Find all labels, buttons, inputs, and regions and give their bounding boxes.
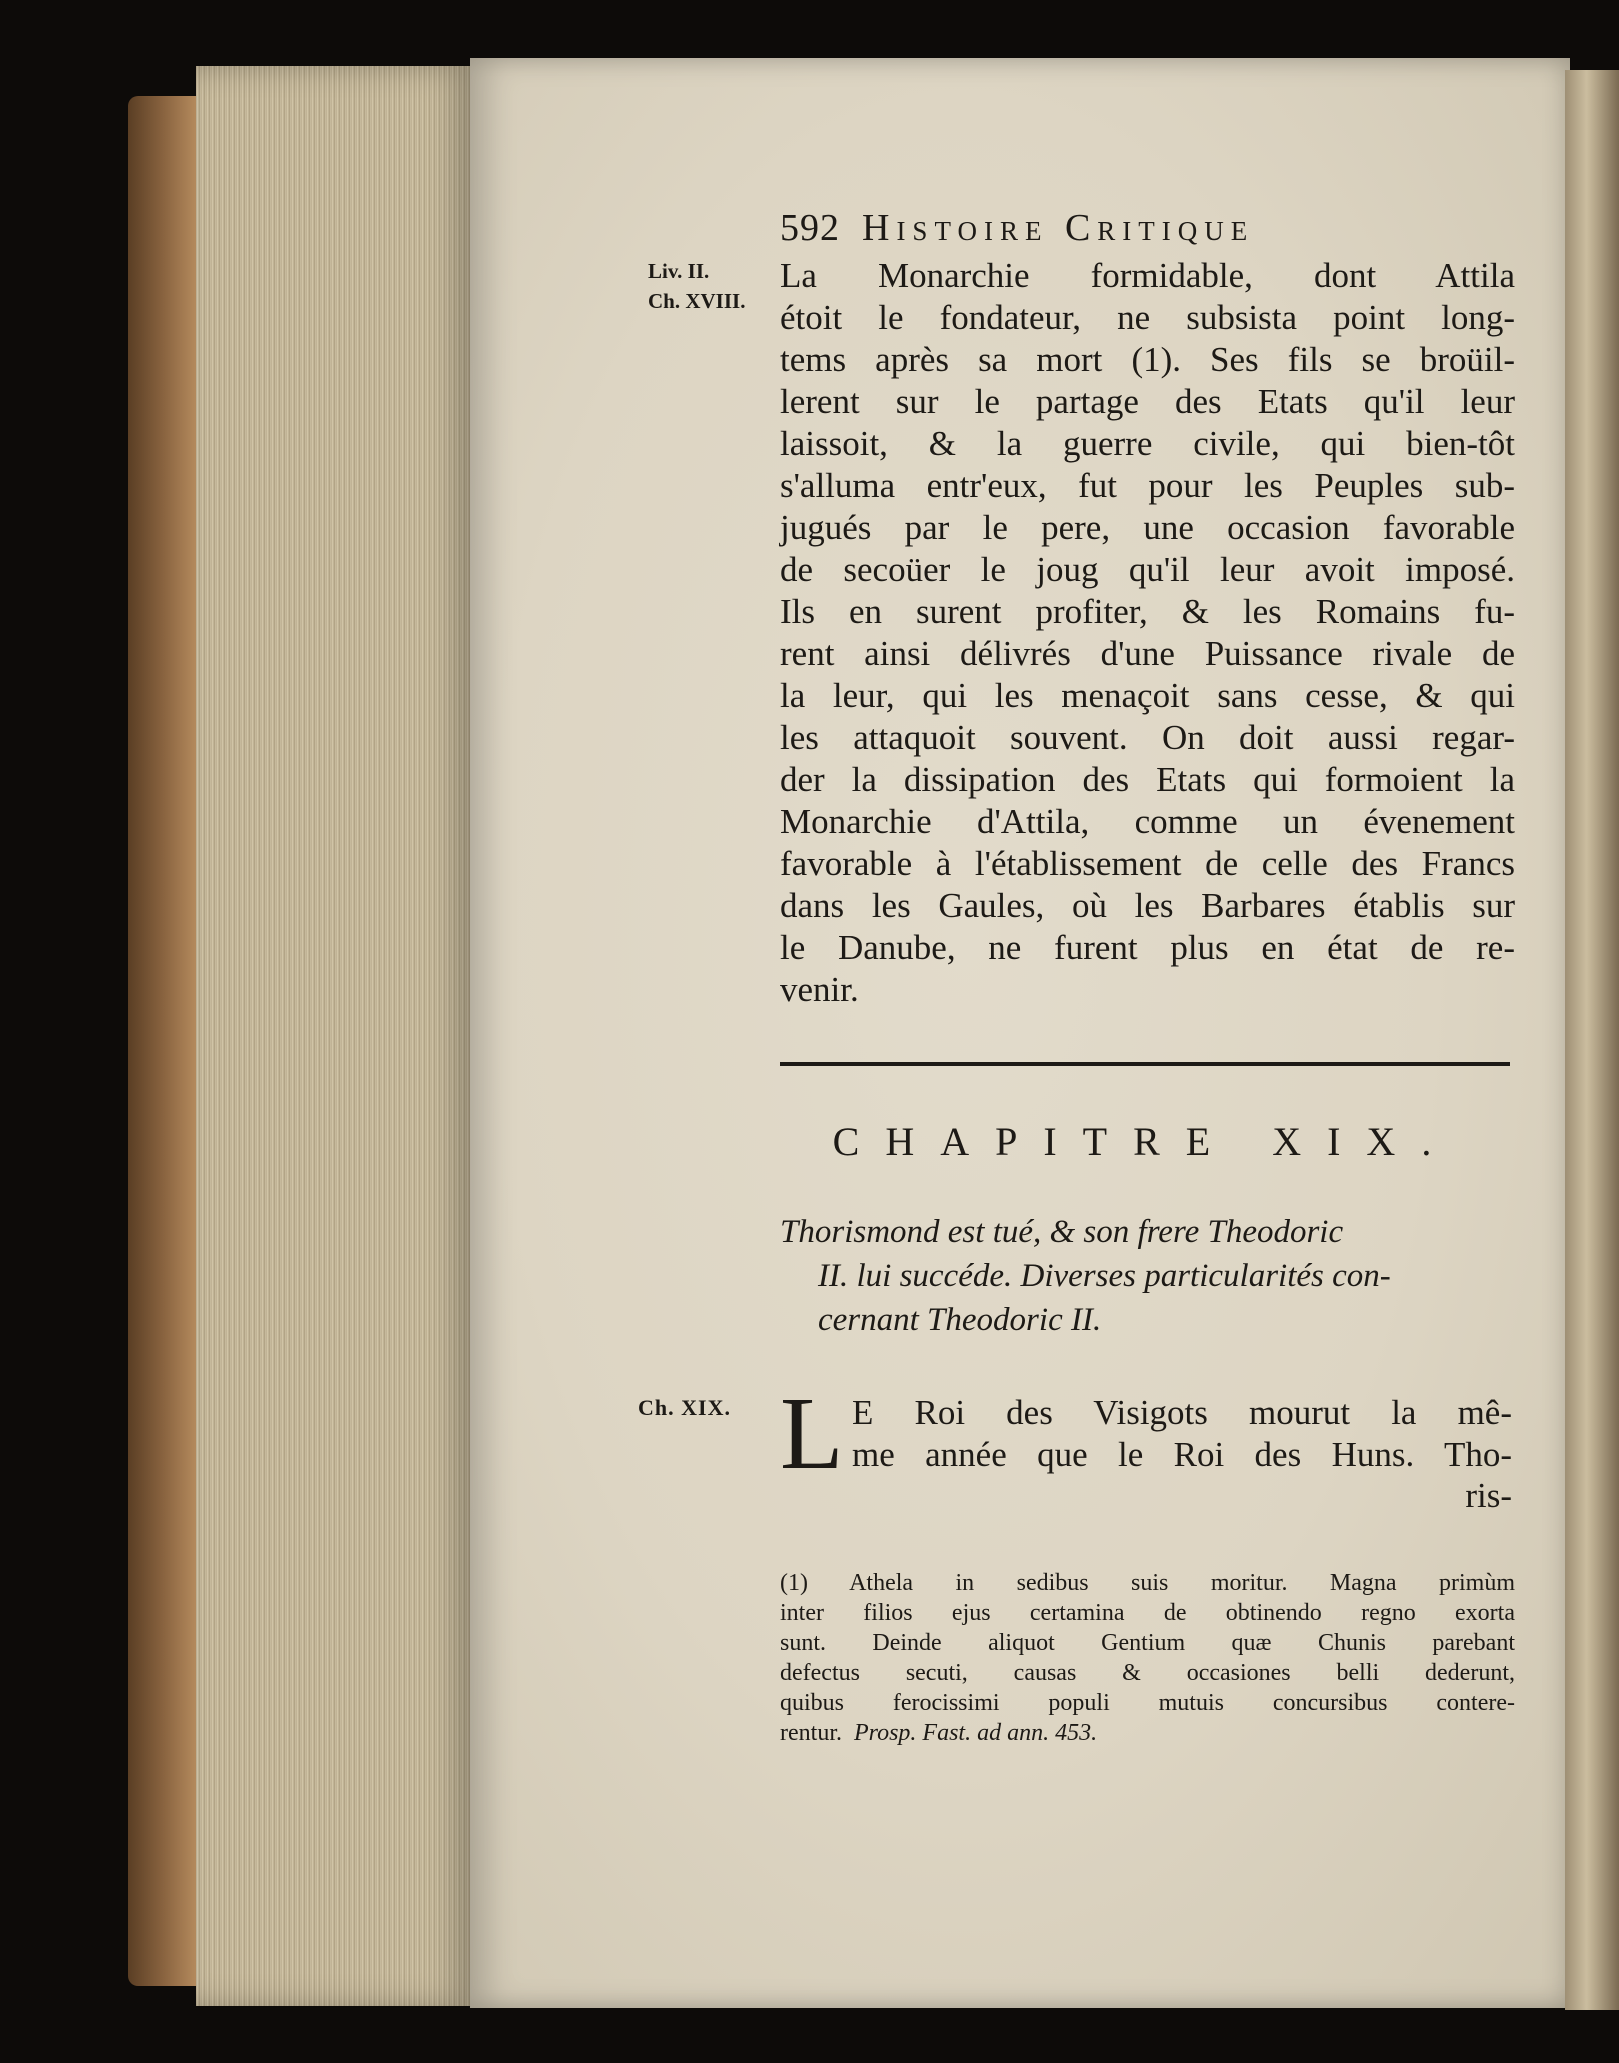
body-line: rent ainsi délivrés d'une Puissance rivale de [780, 634, 1515, 673]
body-line: le Danube, ne furent plus en état de re- [780, 928, 1515, 967]
page-number: 592 [780, 207, 840, 249]
summary-line: cernant Theodoric II. [818, 1302, 1102, 1338]
footnote-line: inter filios ejus certamina de obtinendo regno exorta [780, 1600, 1515, 1626]
body-line: s'alluma entr'eux, fut pour les Peuples sub- [780, 466, 1515, 505]
body-text [780, 255, 1515, 1011]
body-line: La Monarchie formidable, dont Attila [780, 256, 1515, 295]
body-line: jugués par le pere, une occasion favorable [780, 508, 1515, 547]
opening-paragraph [852, 1392, 1512, 1476]
opening-line: me année que le Roi des Huns. Tho- [852, 1435, 1512, 1474]
body-line: Monarchie d'Attila, comme un évenement [780, 802, 1515, 841]
margin-chapter: Ch. XVIII. [648, 289, 746, 313]
body-line: la leur, qui les menaçoit sans cesse, & qui [780, 676, 1515, 715]
footnote-line: (1) Athela in sedibus suis moritur. Magna primùm [780, 1570, 1515, 1596]
body-line: Ils en surent profiter, & les Romains fu- [780, 592, 1515, 631]
body-line: dans les Gaules, où les Barbares établis sur [780, 886, 1515, 925]
chapter-rule [780, 1062, 1510, 1066]
margin-note [648, 256, 788, 316]
running-title: Histoire Critique [862, 207, 1255, 249]
opening-line: E Roi des Visigots mourut la mê- [852, 1393, 1512, 1432]
body-line: favorable à l'établissement de celle des Francs [780, 844, 1515, 883]
footnote-line: rentur. [780, 1720, 842, 1746]
footnote [780, 1568, 1515, 1748]
running-head [780, 206, 1500, 250]
body-line: der la dissipation des Etats qui formoient la [780, 760, 1515, 799]
summary-line: II. lui succéde. Diverses particularités con- [818, 1258, 1391, 1294]
footnote-last-line [780, 1718, 1515, 1748]
facing-page-edge [1565, 70, 1619, 2010]
body-line: venir. [780, 970, 859, 1009]
footnote-citation: Prosp. Fast. ad ann. 453. [853, 1720, 1098, 1746]
drop-cap: L [780, 1376, 844, 1491]
footnote-line: quibus ferocissimi populi mutuis concursibus contere- [780, 1690, 1515, 1716]
body-line: étoit le fondateur, ne subsista point long- [780, 298, 1515, 337]
body-line: lerent sur le partage des Etats qu'il leur [780, 382, 1515, 421]
footnote-line: sunt. Deinde aliquot Gentium quæ Chunis parebant [780, 1630, 1515, 1656]
page-edges [196, 66, 476, 2006]
catchword: ris- [1465, 1476, 1512, 1515]
body-line: de secoüer le joug qu'il leur avoit imposé. [780, 550, 1515, 589]
body-line: laissoit, & la guerre civile, qui bien-tôt [780, 424, 1515, 463]
body-line: tems après sa mort (1). Ses fils se broüil- [780, 340, 1515, 379]
footnote-line: defectus secuti, causas & occasiones belli dederunt, [780, 1660, 1515, 1686]
summary-line: Thorismond est tué, & son frere Theodoric [780, 1214, 1344, 1250]
chapter-title: CHAPITRE XIX. [832, 1119, 1458, 1164]
body-line: les attaquoit souvent. On doit aussi regar- [780, 718, 1515, 757]
chapter-summary [780, 1210, 1515, 1342]
margin-liv: Liv. II. [648, 259, 710, 283]
margin-chapter-label: Ch. XIX. [638, 1395, 731, 1420]
